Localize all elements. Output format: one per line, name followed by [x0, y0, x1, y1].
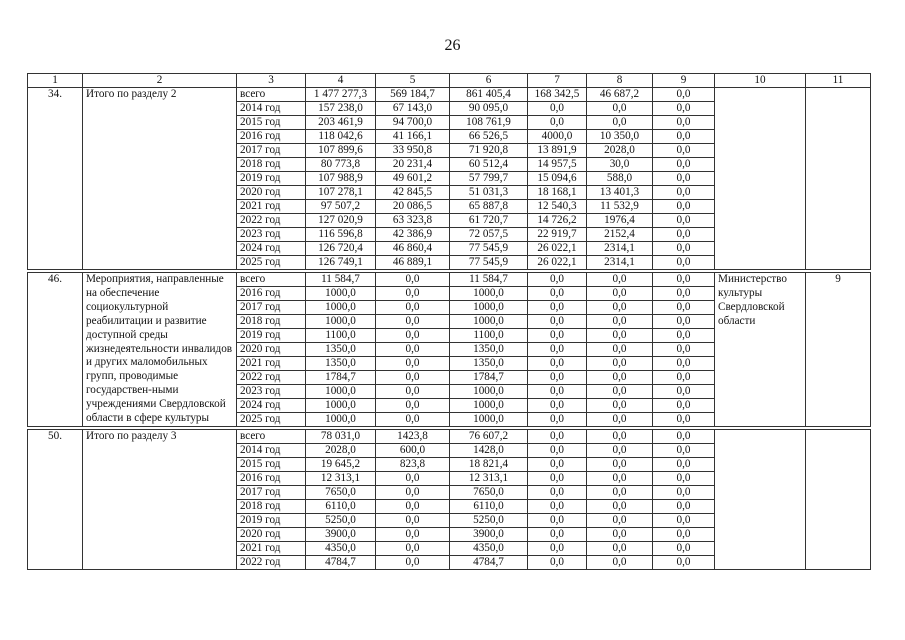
amount-cell: 0,0	[376, 371, 450, 385]
amount-cell: 0,0	[653, 500, 715, 514]
amount-cell: 57 799,7	[450, 172, 528, 186]
amount-cell: 0,0	[376, 472, 450, 486]
amount-cell: 1423,8	[376, 430, 450, 444]
column-number-cell: 3	[237, 74, 306, 88]
amount-cell: 80 773,8	[306, 158, 376, 172]
amount-cell: 41 166,1	[376, 130, 450, 144]
amount-cell: 0,0	[587, 430, 653, 444]
amount-cell: 0,0	[528, 343, 587, 357]
amount-cell: 2314,1	[587, 256, 653, 270]
column-number-cell: 8	[587, 74, 653, 88]
amount-cell: 0,0	[653, 430, 715, 444]
amount-cell: 0,0	[587, 458, 653, 472]
amount-cell: 30,0	[587, 158, 653, 172]
amount-cell: 2152,4	[587, 228, 653, 242]
period-cell: 2021 год	[237, 357, 306, 371]
activity-name-cell: Мероприятия, направленные на обеспечение социокультурной реабилитации и развитие доступной среды жизнедеятельности инвалидов и других маломобильных групп, проводимые государствен-ными учреждениями Свердловской области в сфере культуры	[83, 273, 237, 427]
amount-cell: 0,0	[653, 486, 715, 500]
amount-cell: 0,0	[528, 430, 587, 444]
amount-cell: 0,0	[528, 399, 587, 413]
amount-cell: 18 821,4	[450, 458, 528, 472]
program-table	[27, 73, 871, 570]
amount-cell: 94 700,0	[376, 116, 450, 130]
amount-cell: 1000,0	[450, 399, 528, 413]
amount-cell: 0,0	[587, 385, 653, 399]
amount-cell: 0,0	[653, 472, 715, 486]
amount-cell: 0,0	[653, 242, 715, 256]
amount-cell: 26 022,1	[528, 256, 587, 270]
amount-cell: 1350,0	[306, 343, 376, 357]
column-number-cell: 1	[28, 74, 83, 88]
amount-cell: 15 094,6	[528, 172, 587, 186]
amount-cell: 65 887,8	[450, 200, 528, 214]
amount-cell: 0,0	[653, 413, 715, 427]
amount-cell: 14 957,5	[528, 158, 587, 172]
amount-cell: 0,0	[376, 399, 450, 413]
amount-cell: 22 919,7	[528, 228, 587, 242]
period-cell: 2017 год	[237, 144, 306, 158]
period-cell: 2016 год	[237, 287, 306, 301]
amount-cell: 7650,0	[450, 486, 528, 500]
amount-cell: 126 720,4	[306, 242, 376, 256]
amount-cell: 0,0	[528, 102, 587, 116]
period-cell: 2014 год	[237, 444, 306, 458]
amount-cell: 0,0	[376, 514, 450, 528]
period-cell: 2018 год	[237, 500, 306, 514]
amount-cell: 0,0	[653, 514, 715, 528]
period-cell: 2018 год	[237, 315, 306, 329]
amount-cell: 0,0	[587, 528, 653, 542]
amount-cell: 0,0	[376, 287, 450, 301]
amount-cell: 0,0	[528, 556, 587, 570]
amount-cell: 0,0	[653, 88, 715, 102]
amount-cell: 1784,7	[306, 371, 376, 385]
amount-cell: 4784,7	[450, 556, 528, 570]
amount-cell: 0,0	[376, 413, 450, 427]
amount-cell: 20 086,5	[376, 200, 450, 214]
amount-cell: 116 596,8	[306, 228, 376, 242]
amount-cell: 5250,0	[450, 514, 528, 528]
amount-cell: 2314,1	[587, 242, 653, 256]
amount-cell: 0,0	[376, 385, 450, 399]
period-cell: 2018 год	[237, 158, 306, 172]
amount-cell: 42 386,9	[376, 228, 450, 242]
amount-cell: 0,0	[528, 329, 587, 343]
period-cell: 2016 год	[237, 130, 306, 144]
amount-cell: 118 042,6	[306, 130, 376, 144]
amount-cell: 46 687,2	[587, 88, 653, 102]
amount-cell: 0,0	[587, 315, 653, 329]
amount-cell: 2028,0	[306, 444, 376, 458]
amount-cell: 0,0	[653, 385, 715, 399]
amount-cell: 11 584,7	[450, 273, 528, 287]
amount-cell: 157 238,0	[306, 102, 376, 116]
amount-cell: 107 988,9	[306, 172, 376, 186]
amount-cell: 0,0	[528, 458, 587, 472]
amount-cell: 42 845,5	[376, 186, 450, 200]
amount-cell: 77 545,9	[450, 242, 528, 256]
target-indicator-cell	[806, 430, 871, 570]
amount-cell: 0,0	[587, 102, 653, 116]
table-row	[28, 273, 871, 287]
amount-cell: 0,0	[528, 385, 587, 399]
amount-cell: 12 313,1	[450, 472, 528, 486]
amount-cell: 76 607,2	[450, 430, 528, 444]
amount-cell: 2028,0	[587, 144, 653, 158]
amount-cell: 0,0	[587, 413, 653, 427]
amount-cell: 1000,0	[450, 287, 528, 301]
amount-cell: 20 231,4	[376, 158, 450, 172]
amount-cell: 0,0	[528, 528, 587, 542]
amount-cell: 90 095,0	[450, 102, 528, 116]
amount-cell: 108 761,9	[450, 116, 528, 130]
amount-cell: 0,0	[653, 444, 715, 458]
amount-cell: 13 891,9	[528, 144, 587, 158]
amount-cell: 0,0	[653, 399, 715, 413]
amount-cell: 0,0	[376, 500, 450, 514]
amount-cell: 1000,0	[306, 287, 376, 301]
period-cell: 2021 год	[237, 200, 306, 214]
amount-cell: 26 022,1	[528, 242, 587, 256]
amount-cell: 0,0	[528, 500, 587, 514]
amount-cell: 0,0	[653, 287, 715, 301]
amount-cell: 46 860,4	[376, 242, 450, 256]
amount-cell: 0,0	[528, 315, 587, 329]
amount-cell: 0,0	[653, 158, 715, 172]
amount-cell: 0,0	[376, 301, 450, 315]
period-cell: всего	[237, 273, 306, 287]
activity-name-cell: Итого по разделу 3	[83, 430, 237, 570]
amount-cell: 0,0	[653, 458, 715, 472]
period-cell: 2022 год	[237, 556, 306, 570]
amount-cell: 0,0	[587, 329, 653, 343]
period-cell: 2024 год	[237, 242, 306, 256]
amount-cell: 4784,7	[306, 556, 376, 570]
amount-cell: 0,0	[653, 130, 715, 144]
amount-cell: 1000,0	[450, 315, 528, 329]
amount-cell: 0,0	[376, 556, 450, 570]
amount-cell: 3900,0	[450, 528, 528, 542]
period-cell: 2020 год	[237, 528, 306, 542]
amount-cell: 13 401,3	[587, 186, 653, 200]
amount-cell: 0,0	[528, 472, 587, 486]
amount-cell: 0,0	[653, 200, 715, 214]
column-number-cell: 5	[376, 74, 450, 88]
amount-cell: 60 512,4	[450, 158, 528, 172]
period-cell: 2025 год	[237, 413, 306, 427]
amount-cell: 1000,0	[450, 385, 528, 399]
amount-cell: 1976,4	[587, 214, 653, 228]
row-number-cell: 50.	[28, 430, 83, 570]
target-indicator-cell: 9	[806, 273, 871, 427]
amount-cell: 0,0	[653, 301, 715, 315]
amount-cell: 1428,0	[450, 444, 528, 458]
amount-cell: 0,0	[587, 357, 653, 371]
amount-cell: 1100,0	[450, 329, 528, 343]
column-number-cell: 6	[450, 74, 528, 88]
amount-cell: 4350,0	[450, 542, 528, 556]
amount-cell: 19 645,2	[306, 458, 376, 472]
amount-cell: 6110,0	[450, 500, 528, 514]
amount-cell: 1000,0	[306, 399, 376, 413]
amount-cell: 7650,0	[306, 486, 376, 500]
amount-cell: 107 899,6	[306, 144, 376, 158]
amount-cell: 49 601,2	[376, 172, 450, 186]
amount-cell: 0,0	[653, 144, 715, 158]
row-number-cell: 46.	[28, 273, 83, 427]
amount-cell: 569 184,7	[376, 88, 450, 102]
column-number-cell: 10	[715, 74, 806, 88]
amount-cell: 0,0	[528, 413, 587, 427]
amount-cell: 0,0	[587, 399, 653, 413]
amount-cell: 0,0	[376, 528, 450, 542]
period-cell: 2020 год	[237, 343, 306, 357]
amount-cell: 0,0	[528, 486, 587, 500]
amount-cell: 18 168,1	[528, 186, 587, 200]
amount-cell: 0,0	[587, 486, 653, 500]
period-cell: 2017 год	[237, 301, 306, 315]
amount-cell: 0,0	[587, 301, 653, 315]
amount-cell: 1000,0	[306, 413, 376, 427]
period-cell: 2019 год	[237, 172, 306, 186]
amount-cell: 0,0	[376, 329, 450, 343]
amount-cell: 0,0	[653, 542, 715, 556]
amount-cell: 0,0	[653, 102, 715, 116]
amount-cell: 127 020,9	[306, 214, 376, 228]
amount-cell: 1000,0	[450, 301, 528, 315]
amount-cell: 0,0	[587, 343, 653, 357]
amount-cell: 0,0	[587, 287, 653, 301]
amount-cell: 0,0	[653, 371, 715, 385]
amount-cell: 4000,0	[528, 130, 587, 144]
amount-cell: 0,0	[376, 315, 450, 329]
period-cell: 2019 год	[237, 514, 306, 528]
amount-cell: 0,0	[653, 357, 715, 371]
period-cell: 2025 год	[237, 256, 306, 270]
table-row	[28, 430, 871, 444]
amount-cell: 71 920,8	[450, 144, 528, 158]
column-number-cell: 7	[528, 74, 587, 88]
amount-cell: 600,0	[376, 444, 450, 458]
amount-cell: 0,0	[376, 486, 450, 500]
column-number-cell: 9	[653, 74, 715, 88]
amount-cell: 107 278,1	[306, 186, 376, 200]
amount-cell: 0,0	[587, 116, 653, 130]
page-number: 26	[444, 37, 461, 54]
amount-cell: 0,0	[528, 357, 587, 371]
amount-cell: 3900,0	[306, 528, 376, 542]
amount-cell: 1350,0	[306, 357, 376, 371]
amount-cell: 0,0	[587, 444, 653, 458]
amount-cell: 0,0	[587, 273, 653, 287]
period-cell: всего	[237, 430, 306, 444]
amount-cell: 0,0	[528, 371, 587, 385]
amount-cell: 203 461,9	[306, 116, 376, 130]
executor-cell	[715, 430, 806, 570]
amount-cell: 0,0	[653, 116, 715, 130]
amount-cell: 11 584,7	[306, 273, 376, 287]
column-number-cell: 2	[83, 74, 237, 88]
amount-cell: 1000,0	[306, 315, 376, 329]
amount-cell: 14 726,2	[528, 214, 587, 228]
amount-cell: 77 545,9	[450, 256, 528, 270]
amount-cell: 0,0	[587, 500, 653, 514]
amount-cell: 1784,7	[450, 371, 528, 385]
header-row	[28, 74, 871, 88]
amount-cell: 0,0	[653, 214, 715, 228]
amount-cell: 0,0	[528, 444, 587, 458]
amount-cell: 0,0	[528, 514, 587, 528]
amount-cell: 0,0	[587, 371, 653, 385]
amount-cell: 0,0	[528, 273, 587, 287]
amount-cell: 66 526,5	[450, 130, 528, 144]
period-cell: 2023 год	[237, 385, 306, 399]
amount-cell: 0,0	[587, 472, 653, 486]
amount-cell: 67 143,0	[376, 102, 450, 116]
amount-cell: 63 323,8	[376, 214, 450, 228]
amount-cell: 1000,0	[306, 385, 376, 399]
amount-cell: 0,0	[376, 542, 450, 556]
amount-cell: 0,0	[528, 116, 587, 130]
amount-cell: 0,0	[376, 343, 450, 357]
amount-cell: 78 031,0	[306, 430, 376, 444]
amount-cell: 0,0	[653, 228, 715, 242]
amount-cell: 0,0	[528, 542, 587, 556]
period-cell: 2015 год	[237, 458, 306, 472]
amount-cell: 0,0	[653, 329, 715, 343]
column-number-cell: 4	[306, 74, 376, 88]
executor-cell: Министерство культуры Свердловской области	[715, 273, 806, 427]
amount-cell: 0,0	[587, 514, 653, 528]
amount-cell: 1000,0	[306, 301, 376, 315]
amount-cell: 12 540,3	[528, 200, 587, 214]
period-cell: 2020 год	[237, 186, 306, 200]
amount-cell: 0,0	[653, 343, 715, 357]
table-row	[28, 88, 871, 102]
period-cell: 2022 год	[237, 371, 306, 385]
amount-cell: 0,0	[376, 357, 450, 371]
amount-cell: 51 031,3	[450, 186, 528, 200]
amount-cell: 1350,0	[450, 357, 528, 371]
activity-name-cell: Итого по разделу 2	[83, 88, 237, 270]
period-cell: 2024 год	[237, 399, 306, 413]
amount-cell: 0,0	[653, 172, 715, 186]
amount-cell: 46 889,1	[376, 256, 450, 270]
amount-cell: 0,0	[653, 315, 715, 329]
amount-cell: 12 313,1	[306, 472, 376, 486]
amount-cell: 1 477 277,3	[306, 88, 376, 102]
amount-cell: 0,0	[653, 528, 715, 542]
amount-cell: 0,0	[653, 273, 715, 287]
period-cell: всего	[237, 88, 306, 102]
amount-cell: 1100,0	[306, 329, 376, 343]
amount-cell: 4350,0	[306, 542, 376, 556]
amount-cell: 5250,0	[306, 514, 376, 528]
amount-cell: 168 342,5	[528, 88, 587, 102]
amount-cell: 61 720,7	[450, 214, 528, 228]
amount-cell: 0,0	[653, 256, 715, 270]
amount-cell: 10 350,0	[587, 130, 653, 144]
amount-cell: 861 405,4	[450, 88, 528, 102]
amount-cell: 588,0	[587, 172, 653, 186]
amount-cell: 0,0	[587, 556, 653, 570]
column-number-cell: 11	[806, 74, 871, 88]
target-indicator-cell	[806, 88, 871, 270]
amount-cell: 11 532,9	[587, 200, 653, 214]
row-number-cell: 34.	[28, 88, 83, 270]
amount-cell: 0,0	[376, 273, 450, 287]
amount-cell: 97 507,2	[306, 200, 376, 214]
amount-cell: 1000,0	[450, 413, 528, 427]
period-cell: 2022 год	[237, 214, 306, 228]
amount-cell: 0,0	[528, 287, 587, 301]
amount-cell: 823,8	[376, 458, 450, 472]
period-cell: 2023 год	[237, 228, 306, 242]
amount-cell: 1350,0	[450, 343, 528, 357]
amount-cell: 0,0	[653, 186, 715, 200]
period-cell: 2015 год	[237, 116, 306, 130]
amount-cell: 72 057,5	[450, 228, 528, 242]
amount-cell: 0,0	[587, 542, 653, 556]
period-cell: 2017 год	[237, 486, 306, 500]
amount-cell: 126 749,1	[306, 256, 376, 270]
amount-cell: 6110,0	[306, 500, 376, 514]
period-cell: 2021 год	[237, 542, 306, 556]
period-cell: 2019 год	[237, 329, 306, 343]
amount-cell: 0,0	[653, 556, 715, 570]
table-body	[28, 74, 871, 570]
amount-cell: 0,0	[528, 301, 587, 315]
period-cell: 2014 год	[237, 102, 306, 116]
amount-cell: 33 950,8	[376, 144, 450, 158]
executor-cell	[715, 88, 806, 270]
period-cell: 2016 год	[237, 472, 306, 486]
